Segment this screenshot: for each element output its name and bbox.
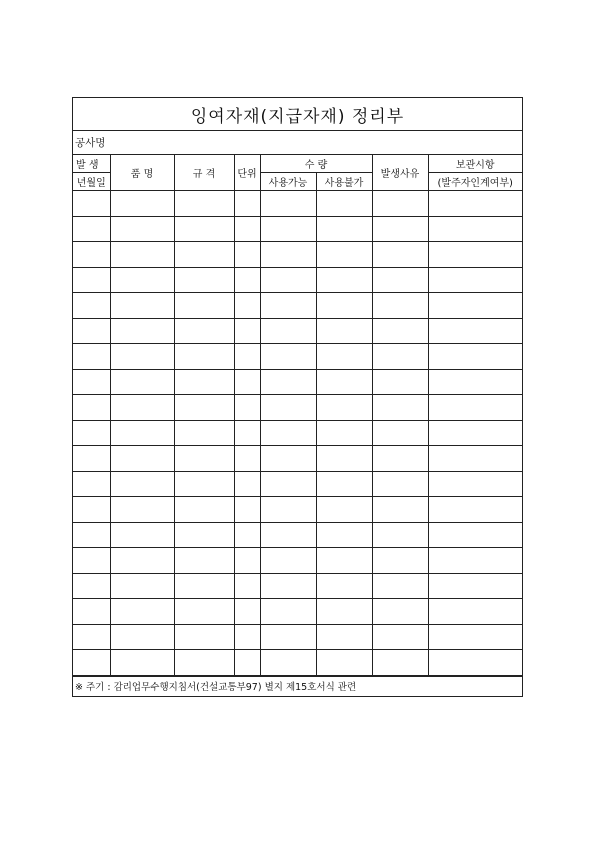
table-cell[interactable]: [234, 216, 260, 242]
table-cell[interactable]: [73, 420, 110, 446]
table-cell[interactable]: [428, 522, 522, 548]
header-quantity: 수 량: [260, 155, 372, 173]
table-cell[interactable]: [73, 573, 110, 599]
table-cell[interactable]: [110, 344, 174, 370]
header-date-top: 발 생: [73, 155, 110, 173]
footnote: ※ 주기 : 감리업무수행지침서(건설교통부97) 별지 제15호서식 관련: [73, 676, 522, 696]
table-cell[interactable]: [428, 216, 522, 242]
table-cell[interactable]: [73, 471, 110, 497]
table-cell[interactable]: [428, 395, 522, 421]
header-unit: 단위: [234, 155, 260, 191]
table-cell[interactable]: [73, 216, 110, 242]
table-cell[interactable]: [234, 446, 260, 472]
table-cell[interactable]: [174, 191, 234, 217]
table-cell[interactable]: [316, 599, 372, 625]
table-cell[interactable]: [234, 191, 260, 217]
table-cell[interactable]: [110, 216, 174, 242]
table-cell[interactable]: [174, 573, 234, 599]
table-cell[interactable]: [73, 318, 110, 344]
table-cell[interactable]: [316, 522, 372, 548]
table-cell[interactable]: [234, 573, 260, 599]
table-cell[interactable]: [260, 293, 316, 319]
table-cell[interactable]: [316, 497, 372, 523]
table-cell[interactable]: [316, 573, 372, 599]
project-name-label: 공사명: [75, 137, 106, 149]
table-cell[interactable]: [372, 573, 428, 599]
table-row: [73, 293, 522, 319]
table-cell[interactable]: [110, 191, 174, 217]
table-cell[interactable]: [234, 267, 260, 293]
table-cell[interactable]: [110, 293, 174, 319]
table-row: [73, 369, 522, 395]
project-name-field[interactable]: [111, 131, 522, 154]
table-cell[interactable]: [260, 191, 316, 217]
table-cell[interactable]: [260, 344, 316, 370]
table-cell[interactable]: [260, 497, 316, 523]
table-row: [73, 471, 522, 497]
table-cell[interactable]: [234, 318, 260, 344]
table-cell[interactable]: [234, 293, 260, 319]
surplus-material-ledger-form: [72, 97, 523, 697]
table-cell[interactable]: [174, 548, 234, 574]
table-cell[interactable]: [73, 191, 110, 217]
header-reason: 발생사유: [372, 155, 428, 191]
table-cell[interactable]: [372, 216, 428, 242]
page-title: 잉여자재(지급자재) 정리부: [73, 98, 522, 131]
table-cell[interactable]: [110, 446, 174, 472]
table-cell[interactable]: [316, 242, 372, 268]
table-cell[interactable]: [174, 497, 234, 523]
table-cell[interactable]: [372, 548, 428, 574]
table-cell[interactable]: [174, 522, 234, 548]
table-row: [73, 497, 522, 523]
table-cell[interactable]: [234, 548, 260, 574]
header-storage-top: 보관시항: [428, 155, 522, 173]
table-cell[interactable]: [260, 446, 316, 472]
table-cell[interactable]: [260, 548, 316, 574]
table-cell[interactable]: [110, 395, 174, 421]
table-cell[interactable]: [428, 344, 522, 370]
table-cell[interactable]: [110, 624, 174, 650]
table-cell[interactable]: [428, 497, 522, 523]
table-cell[interactable]: [316, 420, 372, 446]
table-row: [73, 573, 522, 599]
table-cell[interactable]: [260, 318, 316, 344]
table-cell[interactable]: [372, 267, 428, 293]
table-cell[interactable]: [316, 395, 372, 421]
table-cell[interactable]: [73, 650, 110, 676]
table-cell[interactable]: [73, 267, 110, 293]
table-cell[interactable]: [428, 471, 522, 497]
table-cell[interactable]: [316, 369, 372, 395]
table-cell[interactable]: [372, 497, 428, 523]
table-cell[interactable]: [73, 446, 110, 472]
table-cell[interactable]: [260, 573, 316, 599]
table-cell[interactable]: [234, 522, 260, 548]
table-cell[interactable]: [174, 599, 234, 625]
table-cell[interactable]: [372, 471, 428, 497]
table-cell[interactable]: [260, 216, 316, 242]
table-cell[interactable]: [428, 599, 522, 625]
table-cell[interactable]: [174, 369, 234, 395]
table-cell[interactable]: [316, 293, 372, 319]
table-cell[interactable]: [316, 650, 372, 676]
table-cell[interactable]: [234, 471, 260, 497]
table-cell[interactable]: [260, 267, 316, 293]
table-cell[interactable]: [110, 573, 174, 599]
table-cell[interactable]: [316, 471, 372, 497]
table-cell[interactable]: [428, 267, 522, 293]
ledger-table: [73, 155, 522, 676]
table-cell[interactable]: [372, 395, 428, 421]
table-cell[interactable]: [174, 624, 234, 650]
table-cell[interactable]: [110, 548, 174, 574]
table-cell[interactable]: [260, 650, 316, 676]
header-item: 품 명: [110, 155, 174, 191]
table-cell[interactable]: [110, 471, 174, 497]
table-cell[interactable]: [372, 242, 428, 268]
header-date-bottom: 년월일: [73, 173, 110, 191]
table-cell[interactable]: [260, 624, 316, 650]
table-cell[interactable]: [234, 650, 260, 676]
table-cell[interactable]: [316, 191, 372, 217]
table-cell[interactable]: [234, 395, 260, 421]
table-cell[interactable]: [110, 242, 174, 268]
table-cell[interactable]: [316, 624, 372, 650]
table-cell[interactable]: [372, 420, 428, 446]
table-cell[interactable]: [260, 522, 316, 548]
table-cell[interactable]: [73, 242, 110, 268]
table-cell[interactable]: [372, 599, 428, 625]
table-cell[interactable]: [428, 548, 522, 574]
table-cell[interactable]: [372, 344, 428, 370]
table-cell[interactable]: [174, 471, 234, 497]
table-cell[interactable]: [110, 267, 174, 293]
table-cell[interactable]: [234, 369, 260, 395]
table-cell[interactable]: [260, 395, 316, 421]
table-cell[interactable]: [428, 624, 522, 650]
table-cell[interactable]: [234, 497, 260, 523]
header-storage-bottom: (발주자인계여부): [428, 173, 522, 191]
table-cell[interactable]: [234, 599, 260, 625]
table-cell[interactable]: [73, 497, 110, 523]
table-row: [73, 191, 522, 217]
header-qty-unusable: 사용불가: [316, 173, 372, 191]
table-cell[interactable]: [73, 293, 110, 319]
table-cell[interactable]: [316, 318, 372, 344]
table-cell[interactable]: [174, 242, 234, 268]
header-spec: 규 격: [174, 155, 234, 191]
table-cell[interactable]: [428, 650, 522, 676]
table-cell[interactable]: [260, 420, 316, 446]
table-row: [73, 548, 522, 574]
table-cell[interactable]: [174, 420, 234, 446]
table-cell[interactable]: [428, 191, 522, 217]
table-row: [73, 599, 522, 625]
table-cell[interactable]: [316, 344, 372, 370]
table-cell[interactable]: [428, 573, 522, 599]
table-cell[interactable]: [110, 522, 174, 548]
table-row: [73, 216, 522, 242]
table-cell[interactable]: [316, 267, 372, 293]
table-cell[interactable]: [316, 216, 372, 242]
table-cell[interactable]: [260, 242, 316, 268]
table-cell[interactable]: [73, 369, 110, 395]
table-row: [73, 624, 522, 650]
table-cell[interactable]: [428, 242, 522, 268]
table-cell[interactable]: [174, 650, 234, 676]
table-row: [73, 420, 522, 446]
table-cell[interactable]: [234, 420, 260, 446]
table-cell[interactable]: [372, 522, 428, 548]
table-cell[interactable]: [110, 369, 174, 395]
table-cell[interactable]: [110, 599, 174, 625]
table-row: [73, 650, 522, 676]
table-cell[interactable]: [73, 599, 110, 625]
table-cell[interactable]: [372, 369, 428, 395]
table-cell[interactable]: [372, 293, 428, 319]
table-cell[interactable]: [316, 548, 372, 574]
table-cell[interactable]: [174, 216, 234, 242]
header-row-1: [73, 155, 522, 173]
table-cell[interactable]: [174, 344, 234, 370]
table-cell[interactable]: [428, 420, 522, 446]
table-cell[interactable]: [73, 624, 110, 650]
table-cell[interactable]: [428, 446, 522, 472]
table-cell[interactable]: [372, 650, 428, 676]
table-cell[interactable]: [234, 242, 260, 268]
table-cell[interactable]: [428, 293, 522, 319]
table-row: [73, 446, 522, 472]
table-cell[interactable]: [260, 369, 316, 395]
table-cell[interactable]: [174, 446, 234, 472]
table-cell[interactable]: [73, 344, 110, 370]
table-cell[interactable]: [110, 650, 174, 676]
table-cell[interactable]: [110, 420, 174, 446]
table-cell[interactable]: [428, 318, 522, 344]
table-row: [73, 242, 522, 268]
table-row: [73, 395, 522, 421]
table-cell[interactable]: [73, 548, 110, 574]
table-cell[interactable]: [316, 446, 372, 472]
table-cell[interactable]: [174, 395, 234, 421]
table-cell[interactable]: [73, 522, 110, 548]
table-cell[interactable]: [260, 599, 316, 625]
table-cell[interactable]: [174, 318, 234, 344]
table-cell[interactable]: [110, 497, 174, 523]
project-name-row: [73, 131, 522, 155]
table-cell[interactable]: [372, 318, 428, 344]
table-cell[interactable]: [110, 318, 174, 344]
table-cell[interactable]: [174, 293, 234, 319]
table-row: [73, 267, 522, 293]
table-row: [73, 522, 522, 548]
table-cell[interactable]: [260, 471, 316, 497]
table-cell[interactable]: [372, 446, 428, 472]
table-row: [73, 344, 522, 370]
table-cell[interactable]: [234, 624, 260, 650]
table-cell[interactable]: [174, 267, 234, 293]
table-cell[interactable]: [428, 369, 522, 395]
table-cell[interactable]: [234, 344, 260, 370]
header-qty-usable: 사용가능: [260, 173, 316, 191]
table-cell[interactable]: [73, 395, 110, 421]
table-cell[interactable]: [372, 624, 428, 650]
table-row: [73, 318, 522, 344]
table-cell[interactable]: [372, 191, 428, 217]
